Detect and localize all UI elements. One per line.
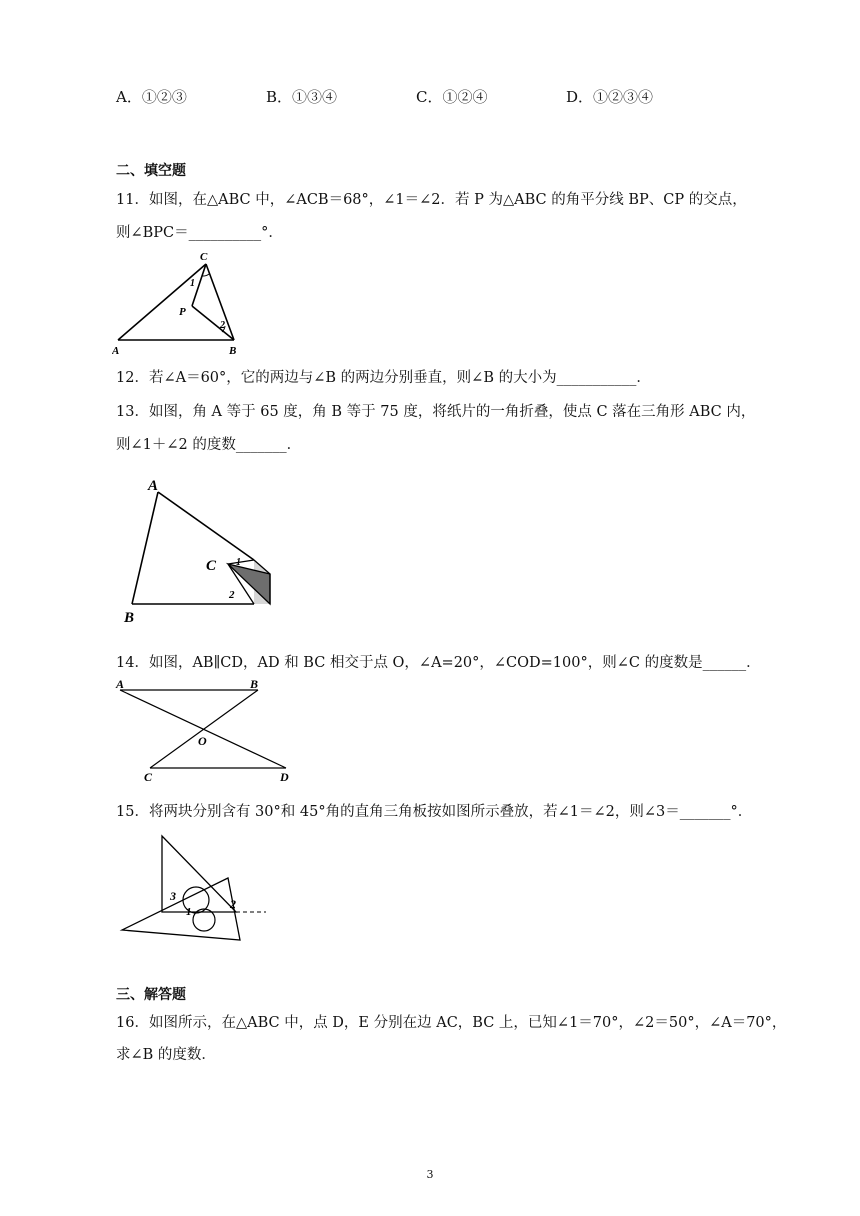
q11-text-line2: 则∠BPC＝__________°． [116,225,283,241]
q11-label-c: C [200,251,208,263]
section-heading-fill-blank: 二、填空题 [116,163,186,179]
q13-label-b: B [124,610,135,626]
q14-label-c: C [144,770,153,784]
q13-text-line1: 13．如图，角 A 等于 65 度，角 B 等于 75 度，将纸片的一角折叠，使点 C 落在三角形 ABC 内， [116,404,756,420]
q12-text: 12．若∠A＝60°，它的两边与∠B 的两边分别垂直，则∠B 的大小为___________． [116,370,651,386]
option-b: B．①③④ [266,88,338,106]
q13-label-c: C [206,558,217,574]
q11-label-1: 1 [190,278,195,289]
q13-label-a: A [148,478,159,494]
q15-label-1: 1 [186,906,192,918]
q11-triangle-figure [112,248,252,358]
q14-label-o: O [198,734,207,748]
option-c: C．①②④ [416,88,488,106]
q13-folded-triangle-figure [118,472,278,630]
q11-text-line1: 11．如图，在△ABC 中，∠ACB＝68°，∠1＝∠2．若 P 为△ABC 的角平分线 BP、CP 的交点， [116,192,747,208]
q11-label-b: B [229,345,237,357]
q13-text-line2: 则∠1＋∠2 的度数_______． [116,437,302,453]
q15-label-2: 2 [230,897,236,911]
q15-label-3: 3 [170,889,176,903]
q16-text-line1: 16．如图所示，在△ABC 中，点 D，E 分别在边 AC，BC 上，已知∠1＝70°，∠2＝50°，∠A＝70°， [116,1015,787,1031]
q14-label-b: B [250,677,259,691]
page-number: 3 [426,1168,434,1181]
option-a: A．①②③ [116,88,187,106]
q11-label-2: 2 [220,320,225,331]
q15-text: 15．将两块分别含有 30°和 45°角的直角三角板按如图所示叠放，若∠1＝∠2，则∠3＝_______°． [116,804,753,820]
q11-label-p: P [179,306,186,318]
q14-label-a: A [116,677,125,691]
section-heading-solution: 三、解答题 [116,987,186,1003]
q14-parallel-lines-figure [112,674,302,786]
q15-set-squares-figure [116,828,272,948]
q13-label-2: 2 [229,589,235,601]
q13-label-1: 1 [236,557,241,568]
q16-text-line2: 求∠B 的度数． [116,1047,216,1063]
q11-label-a: A [112,345,120,357]
q14-text: 14．如图，AB∥CD，AD 和 BC 相交于点 O，∠A=20°，∠COD=100°，则∠C 的度数是______． [116,655,761,671]
option-d: D．①②③④ [566,88,654,106]
q14-label-d: D [280,770,289,784]
